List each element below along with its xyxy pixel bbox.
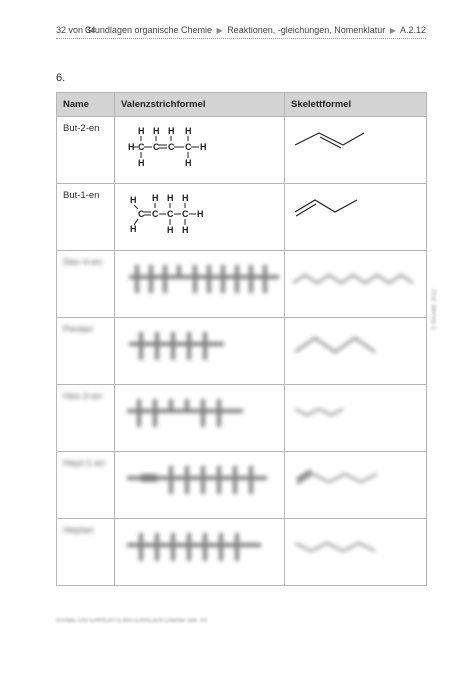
compound-name: Heptan	[57, 519, 115, 586]
breadcrumb-item-topic: Grundlagen organische Chemie	[84, 25, 212, 35]
svg-text:H: H	[128, 142, 135, 152]
svg-text:H: H	[167, 225, 174, 235]
skeletal-formula	[285, 318, 427, 385]
skeletal-formula-drawing	[291, 257, 421, 297]
svg-text:H: H	[167, 193, 174, 203]
svg-text:H: H	[197, 209, 204, 219]
valence-formula-drawing	[121, 190, 231, 240]
table-row	[57, 519, 427, 586]
skeletal-formula	[285, 184, 427, 251]
table-row	[57, 318, 427, 385]
side-credit: © RAABE 2022	[432, 288, 438, 330]
formula-table	[56, 92, 427, 586]
table-row	[57, 452, 427, 519]
valence-formula	[115, 318, 285, 385]
svg-text:H: H	[153, 126, 160, 136]
valence-formula-drawing	[121, 123, 231, 173]
compound-name: But-2-en	[57, 117, 115, 184]
valence-formula-drawing	[121, 525, 271, 569]
svg-text:H: H	[152, 193, 159, 203]
svg-text:C: C	[138, 142, 145, 152]
breadcrumb-arrow-icon: ▶	[389, 26, 396, 35]
column-header-name: Name	[57, 93, 115, 117]
compound-name: But-1-en	[57, 184, 115, 251]
table-row	[57, 184, 427, 251]
valence-formula	[115, 251, 285, 318]
svg-text:H: H	[185, 158, 192, 168]
svg-text:C: C	[152, 209, 159, 219]
breadcrumb-item-section: Reaktionen, -gleichungen, Nomenklatur	[227, 25, 386, 35]
skeletal-formula	[285, 117, 427, 184]
svg-text:H: H	[182, 193, 189, 203]
table-header-row	[57, 93, 427, 117]
compound-name: Dec-4-en	[57, 251, 115, 318]
svg-text:C: C	[167, 209, 174, 219]
column-header-valence: Valenzstrichformel	[115, 93, 285, 117]
valence-formula-drawing	[121, 324, 241, 368]
svg-text:H: H	[200, 142, 207, 152]
task-number: 6.	[56, 72, 66, 84]
table-row	[57, 385, 427, 452]
skeletal-formula	[285, 385, 427, 452]
table-row	[57, 251, 427, 318]
page-number: 32 von 34	[56, 25, 96, 35]
valence-formula-drawing	[121, 391, 251, 435]
svg-text:H: H	[130, 224, 137, 234]
skeletal-formula	[285, 452, 427, 519]
svg-text:H: H	[168, 126, 175, 136]
svg-text:H: H	[185, 126, 192, 136]
svg-text:C: C	[182, 209, 189, 219]
skeletal-formula	[285, 519, 427, 586]
valence-formula	[115, 452, 285, 519]
column-header-skeletal: Skelettformel	[285, 93, 427, 117]
header-divider	[56, 38, 426, 39]
skeletal-formula-drawing	[291, 324, 421, 364]
valence-formula	[115, 117, 285, 184]
valence-formula	[115, 184, 285, 251]
compound-name: Pentan	[57, 318, 115, 385]
svg-text:H: H	[182, 225, 189, 235]
svg-text:H: H	[138, 158, 145, 168]
skeletal-formula-drawing	[291, 525, 421, 565]
breadcrumb-item-code: A.2.12	[399, 25, 426, 35]
skeletal-formula-drawing	[291, 123, 371, 163]
svg-text:H: H	[138, 126, 145, 136]
skeletal-formula-drawing	[291, 391, 421, 431]
svg-text:C: C	[153, 142, 160, 152]
valence-formula	[115, 519, 285, 586]
svg-text:C: C	[185, 142, 192, 152]
skeletal-formula-drawing	[291, 458, 421, 498]
svg-text:H: H	[130, 195, 137, 205]
skeletal-formula-drawing	[291, 190, 371, 230]
valence-formula-drawing	[121, 257, 281, 301]
page-footer: RAABE UNTERRICHTS-MATERIALIEN Chemie Sek. I/II	[56, 618, 207, 624]
skeletal-formula	[285, 251, 427, 318]
compound-name: Hex-3-en	[57, 385, 115, 452]
page-header	[56, 21, 426, 39]
compound-name: Hept-1-en	[57, 452, 115, 519]
valence-formula	[115, 385, 285, 452]
valence-formula-drawing	[121, 458, 281, 502]
breadcrumb-arrow-icon: ▶	[216, 26, 223, 35]
table-row	[57, 117, 427, 184]
breadcrumb	[85, 25, 426, 35]
svg-text:C: C	[168, 142, 175, 152]
svg-text:C: C	[138, 209, 145, 219]
